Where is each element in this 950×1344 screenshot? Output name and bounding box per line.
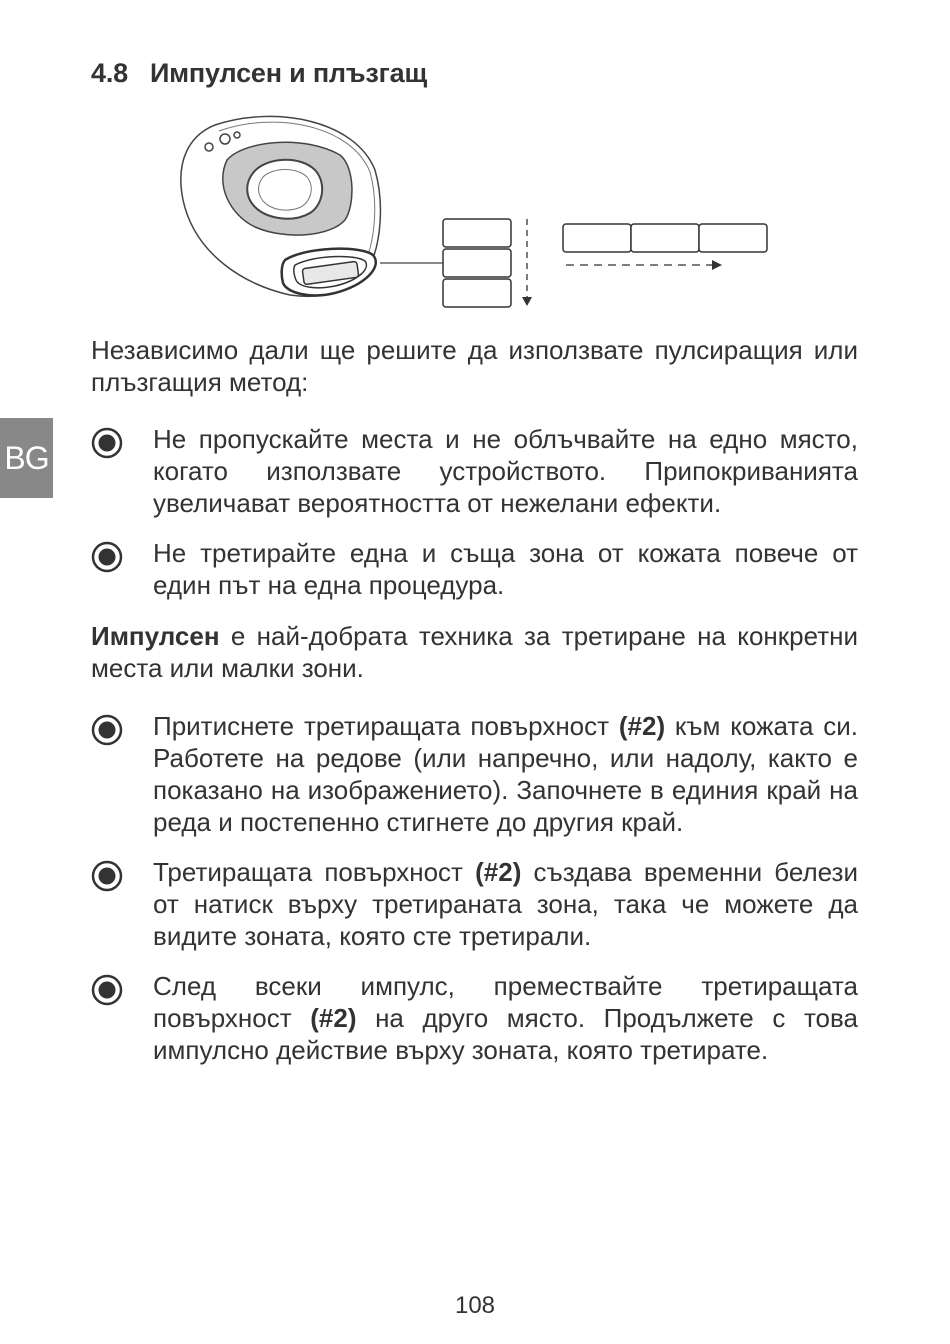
list-item bbox=[91, 856, 858, 952]
list-item-text bbox=[153, 710, 858, 838]
text-part: на друго място. Продължете с това импулсно действие върху зоната, която третирате. bbox=[153, 1003, 858, 1065]
pulse-paragraph bbox=[91, 620, 858, 684]
pulse-vertical-pattern bbox=[443, 219, 511, 307]
text-part: Третиращата повърхност bbox=[153, 857, 476, 887]
pulse-description: е най-добрата техника за третиране на конкретни места или малки зони. bbox=[91, 621, 858, 683]
language-tab: BG bbox=[0, 418, 53, 498]
surface-ref: (#2) bbox=[310, 1003, 357, 1033]
intro-paragraph: Независимо дали ще решите да използвате пулсиращия или плъзгащия метод: bbox=[91, 335, 858, 397]
bullet-icon bbox=[91, 427, 123, 459]
section-title: Импулсен и плъзгащ bbox=[149, 58, 428, 88]
list-item bbox=[91, 537, 858, 601]
bullet-icon bbox=[91, 860, 123, 892]
list-item-text bbox=[153, 856, 858, 952]
section-number: 4.8 bbox=[91, 58, 128, 88]
section-heading bbox=[91, 58, 427, 89]
ipl-device-drawing bbox=[181, 116, 381, 296]
list-item bbox=[91, 423, 858, 519]
list-item-text: Не пропускайте места и не облъчвайте на едно място, когато използвате устройството. Припокриванията увеличават вероятността от нежелани ефекти. bbox=[153, 424, 858, 518]
pulse-term: Импулсен bbox=[91, 621, 220, 651]
list-item bbox=[91, 710, 858, 838]
bullet-icon bbox=[91, 541, 123, 573]
page-number: 108 bbox=[454, 1292, 496, 1319]
list-item-text: Не третирайте една и съща зона от кожата повече от един път на една процедура. bbox=[153, 538, 858, 600]
bullet-icon bbox=[91, 974, 123, 1006]
text-part: създава временни белези от натиск върху третираната зона, така че можете да видите зоната, която сте третирали. bbox=[153, 857, 858, 951]
text-part: към кожата си. Работете на редове (или напречно, или надолу, както е показано на изображението). Започнете в единия край на реда и постепенно стигнете до другия край. bbox=[153, 711, 858, 837]
surface-ref: (#2) bbox=[475, 857, 522, 887]
pulse-horizontal-pattern bbox=[563, 224, 767, 252]
text-part: Притиснете третиращата повърхност bbox=[153, 711, 619, 741]
surface-ref: (#2) bbox=[618, 711, 666, 741]
bullet-icon bbox=[91, 714, 123, 746]
text-part: След всеки импулс, премествайте третиращата повърхност bbox=[153, 971, 858, 1033]
list-item bbox=[91, 970, 858, 1066]
list-item-text bbox=[153, 970, 858, 1066]
device-illustration bbox=[175, 115, 775, 315]
